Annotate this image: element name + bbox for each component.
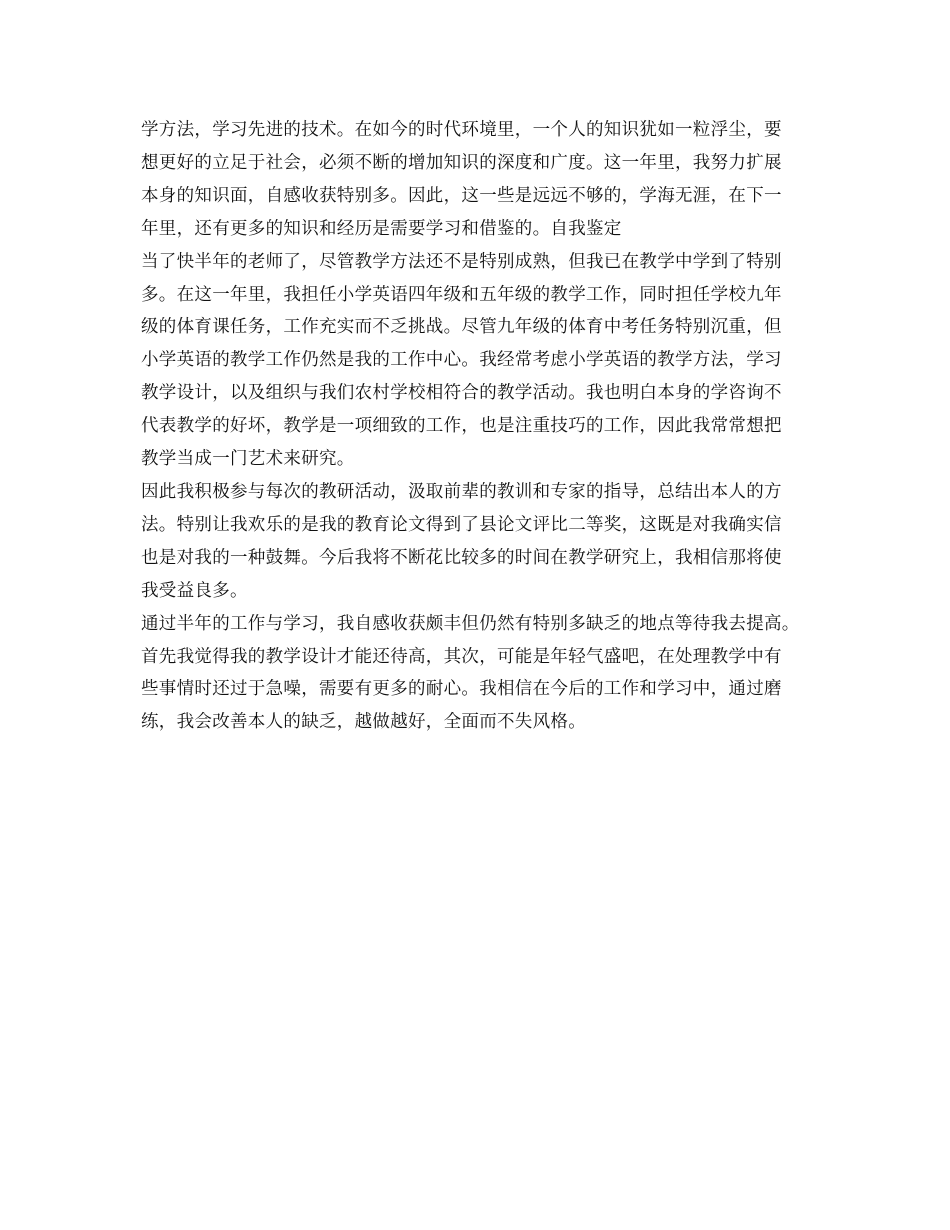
paragraph-line: 些事情时还过于急噪，需要有更多的耐心。我相信在今后的工作和学习中，通过磨 xyxy=(141,679,782,700)
paragraph-4 xyxy=(141,608,831,740)
paragraph-line: 也是对我的一种鼓舞。今后我将不断花比较多的时间在教学研究上，我相信那将使 xyxy=(141,547,782,568)
paragraph-line: 教学设计，以及组织与我们农村学校相符合的教学活动。我也明白本身的学咨询不 xyxy=(141,383,782,404)
paragraph-line: 通过半年的工作与学习，我自感收获颇丰但仍然有特别多缺乏的地点等待我去提高。 xyxy=(141,613,800,634)
paragraph-line: 多。在这一年里，我担任小学英语四年级和五年级的教学工作，同时担任学校九年 xyxy=(141,284,782,305)
paragraph-line: 本身的知识面，自感收获特别多。因此，这一些是远远不够的，学海无涯，在下一 xyxy=(141,185,782,206)
paragraph-3 xyxy=(141,476,831,608)
paragraph-line: 当了快半年的老师了，尽管教学方法还不是特别成熟，但我已在教学中学到了特别 xyxy=(141,251,782,272)
paragraph-2 xyxy=(141,246,831,476)
paragraph-line: 我受益良多。 xyxy=(141,580,248,601)
paragraph-line: 小学英语的教学工作仍然是我的工作中心。我经常考虑小学英语的教学方法，学习 xyxy=(141,350,782,371)
paragraph-line: 教学当成一门艺术来研究。 xyxy=(141,449,355,470)
paragraph-line: 练，我会改善本人的缺乏，越做越好，全面而不失风格。 xyxy=(141,712,586,733)
paragraph-line: 想更好的立足于社会，必须不断的增加知识的深度和广度。这一年里，我努力扩展 xyxy=(141,152,782,173)
paragraph-line: 学方法，学习先进的技术。在如今的时代环境里，一个人的知识犹如一粒浮尘，要 xyxy=(141,120,782,140)
document-body xyxy=(141,114,831,739)
paragraph-line: 首先我觉得我的教学设计才能还待高，其次，可能是年轻气盛吧，在处理教学中有 xyxy=(141,646,782,667)
paragraph-line: 法。特别让我欢乐的是我的教育论文得到了县论文评比二等奖，这既是对我确实信 xyxy=(141,514,782,535)
paragraph-1 xyxy=(141,114,831,246)
paragraph-line: 代表教学的好坏，教学是一项细致的工作，也是注重技巧的工作，因此我常常想把 xyxy=(141,416,782,437)
paragraph-line: 年里，还有更多的知识和经历是需要学习和借鉴的。自我鉴定 xyxy=(141,218,622,239)
paragraph-line: 因此我积极参与每次的教研活动，汲取前辈的教训和专家的指导，总结出本人的方 xyxy=(141,481,782,502)
paragraph-line: 级的体育课任务，工作充实而不乏挑战。尽管九年级的体育中考任务特别沉重，但 xyxy=(141,317,782,338)
